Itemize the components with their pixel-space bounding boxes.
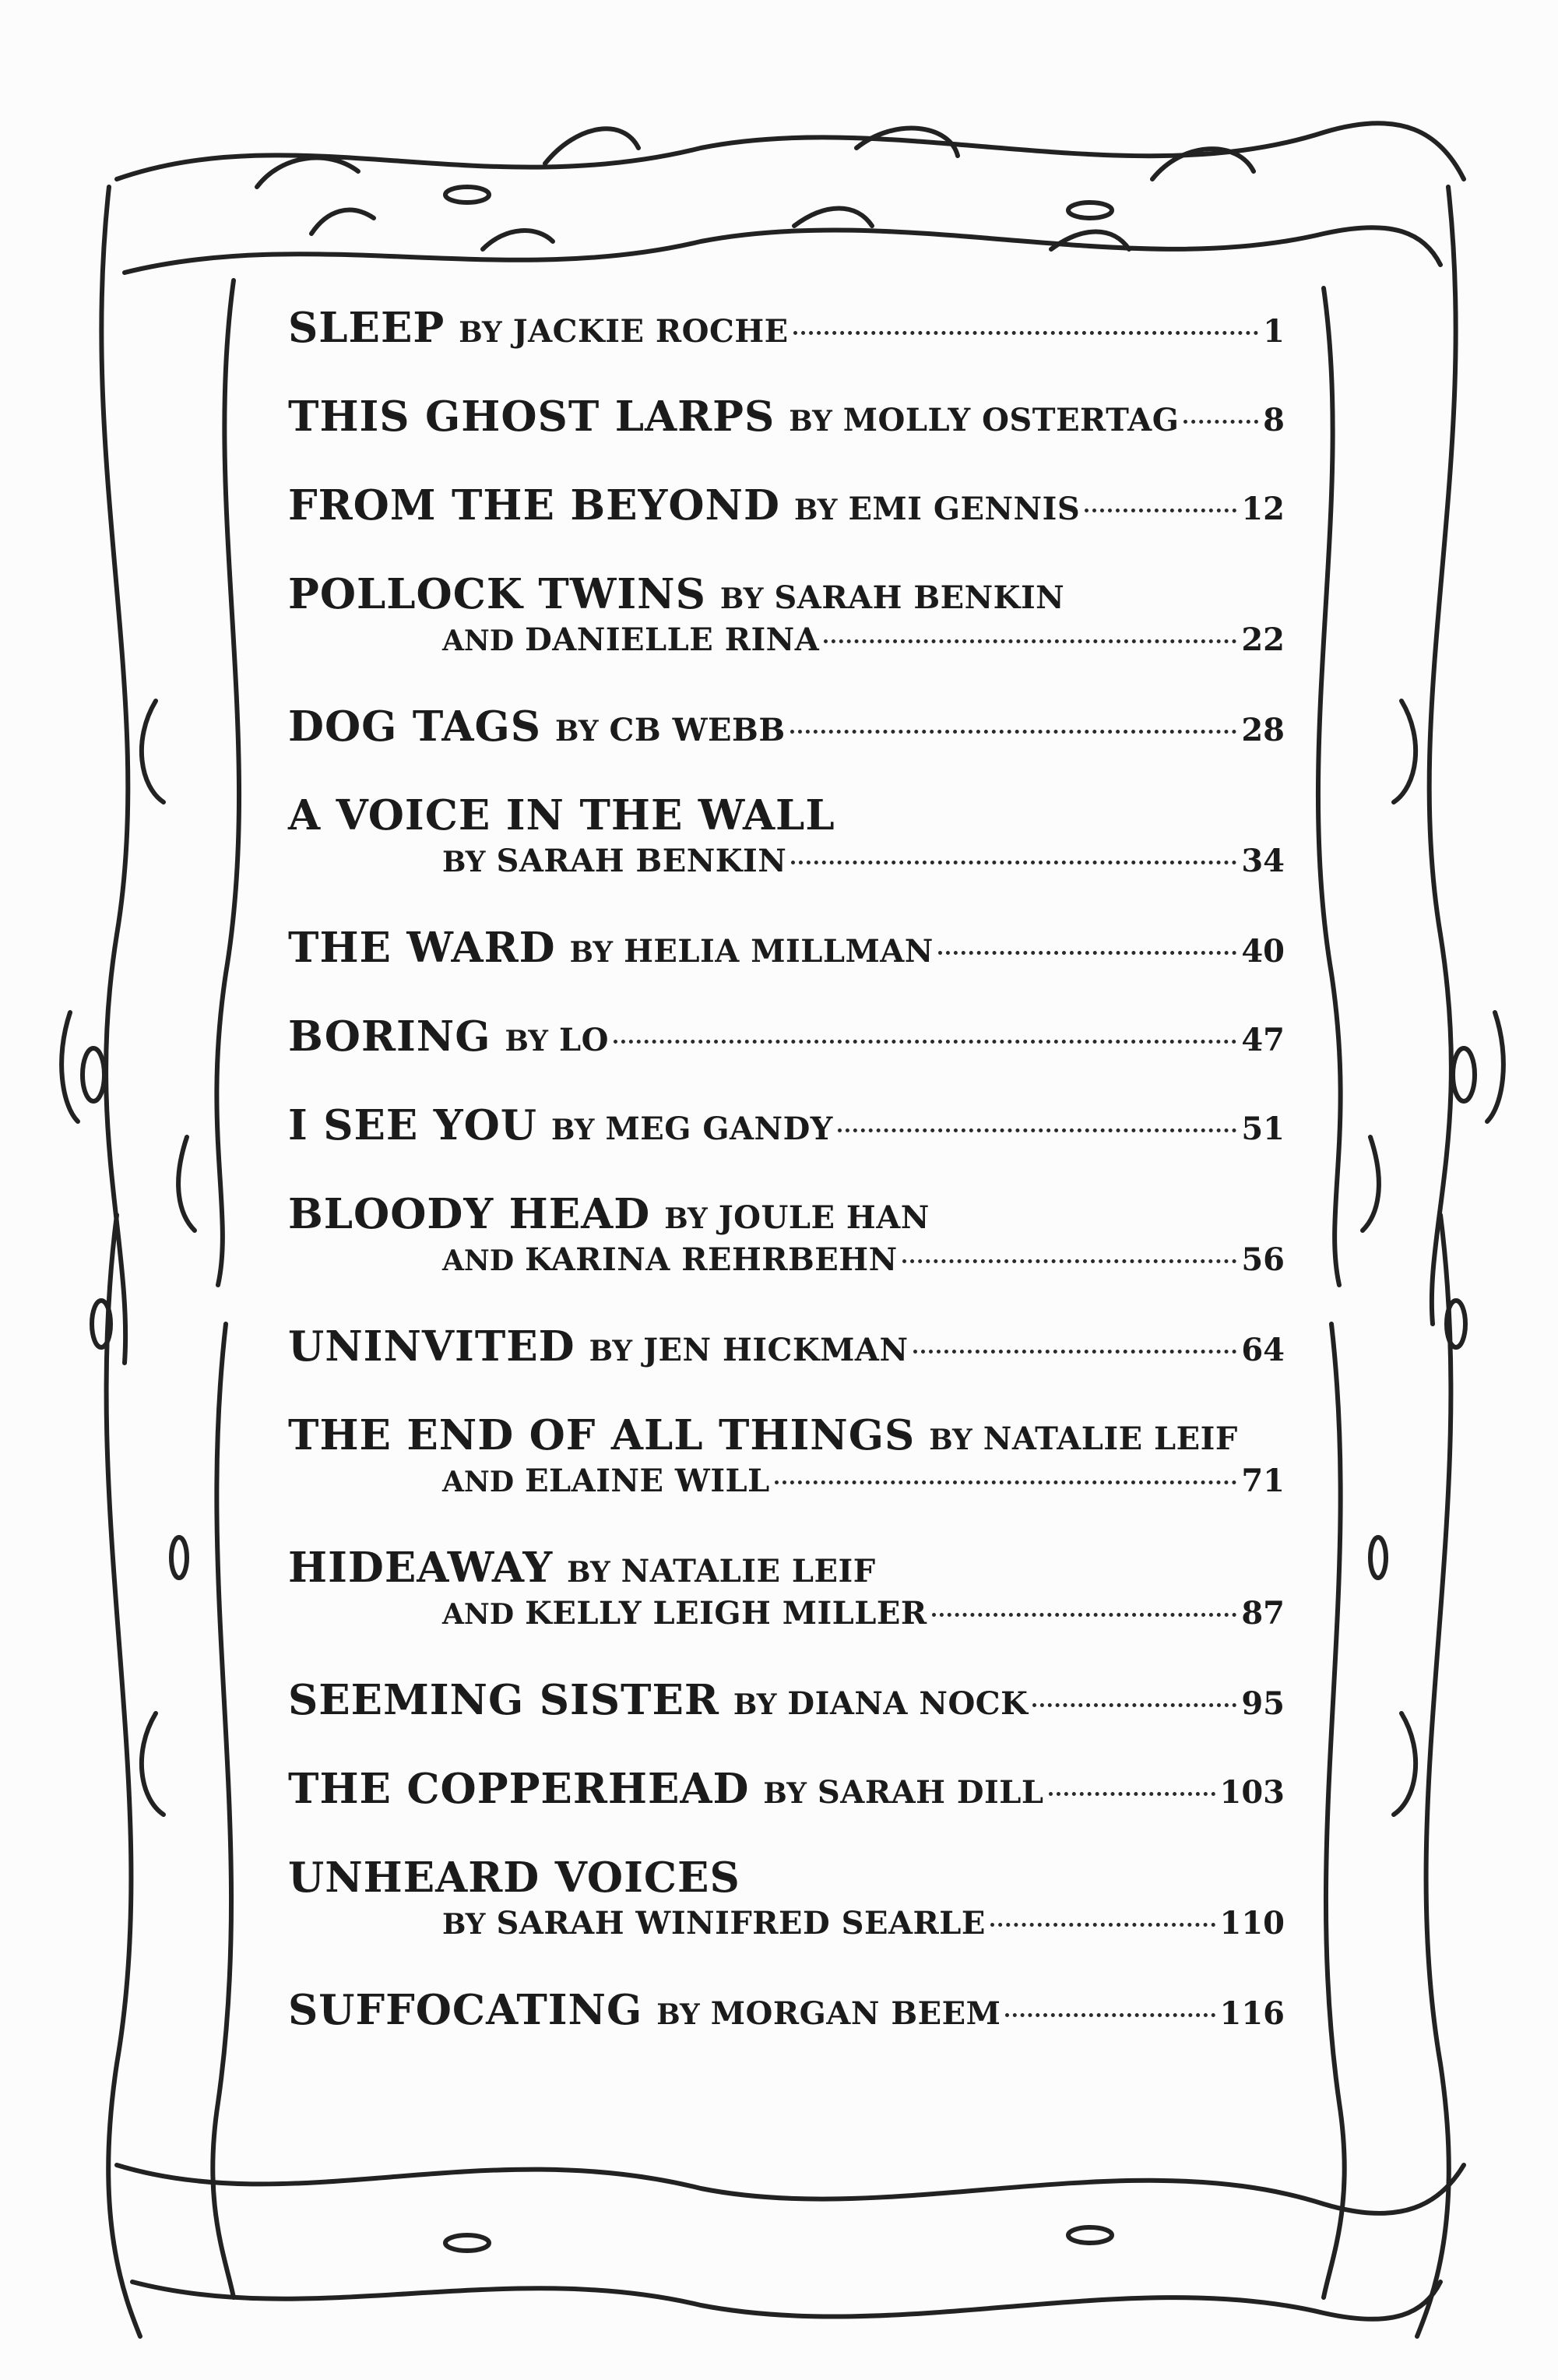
entry-author: MEG GANDY: [605, 1111, 833, 1147]
toc-line: [288, 843, 1285, 879]
by-label: BY: [789, 405, 832, 438]
toc-entry: [288, 1986, 1285, 2034]
toc-entry: [288, 791, 1285, 879]
toc-line: [288, 1544, 1285, 1592]
entry-title: HIDEAWAY: [288, 1544, 554, 1592]
by-label: BY: [763, 1777, 807, 1810]
toc-entry: [288, 1190, 1285, 1278]
entry-title: THIS GHOST LARPS: [288, 393, 775, 441]
toc-entry: [288, 1765, 1285, 1813]
entry-author: SARAH BENKIN: [774, 579, 1065, 616]
toc-entry: [288, 1676, 1285, 1724]
by-label: BY: [505, 1025, 548, 1058]
entry-author: KELLY LEIGH MILLER: [525, 1595, 927, 1632]
leader-dots: [902, 1259, 1237, 1263]
toc-line: [288, 1676, 1285, 1724]
page-number: 40: [1241, 933, 1285, 970]
entry-author: DANIELLE RINA: [525, 621, 820, 658]
page-number: 71: [1241, 1463, 1285, 1499]
toc-line: [288, 621, 1285, 658]
by-label: BY: [442, 846, 486, 878]
leader-dots: [824, 639, 1236, 643]
entry-title: UNINVITED: [288, 1322, 575, 1371]
entry-author: HELIA MILLMAN: [624, 933, 934, 970]
entry-author: JOULE HAN: [718, 1199, 930, 1236]
leader-dots: [938, 951, 1237, 955]
page-number: 28: [1241, 712, 1285, 748]
entry-title: THE END OF ALL THINGS: [288, 1411, 916, 1459]
entry-title: BORING: [288, 1012, 491, 1061]
page-number: 47: [1241, 1022, 1285, 1058]
leader-dots: [793, 331, 1259, 335]
entry-title: THE WARD: [288, 924, 556, 972]
toc-line: [288, 1012, 1285, 1061]
page-number: 34: [1241, 843, 1285, 879]
entry-title: SEEMING SISTER: [288, 1676, 719, 1724]
by-label: BY: [442, 1908, 486, 1941]
leader-dots: [614, 1040, 1236, 1044]
toc-entry: [288, 570, 1285, 658]
leader-dots: [790, 730, 1237, 734]
entry-title: DOG TAGS: [288, 702, 542, 751]
toc-line: [288, 1463, 1285, 1499]
page-number: 22: [1241, 621, 1285, 658]
entry-author: SARAH BENKIN: [496, 843, 787, 879]
entry-title: I SEE YOU: [288, 1101, 537, 1150]
page-number: 56: [1241, 1241, 1285, 1278]
entry-author: SARAH WINIFRED SEARLE: [496, 1905, 986, 1942]
toc-line: [288, 1905, 1285, 1942]
leader-dots: [775, 1480, 1237, 1484]
entry-author: NATALIE LEIF: [621, 1553, 876, 1590]
by-label: BY: [589, 1335, 633, 1368]
page-number: 1: [1263, 313, 1285, 350]
toc-line: [288, 1101, 1285, 1150]
toc-entry: [288, 702, 1285, 751]
page-number: 116: [1219, 1995, 1285, 2032]
toc-line: [288, 304, 1285, 352]
page-number: 103: [1219, 1774, 1285, 1811]
entry-author: JACKIE ROCHE: [512, 313, 789, 350]
toc-line: [288, 1322, 1285, 1371]
toc-entry: [288, 304, 1285, 352]
by-label: BY: [793, 494, 838, 526]
leader-dots: [913, 1350, 1237, 1354]
leader-dots: [791, 861, 1236, 864]
entry-author: SARAH DILL: [817, 1774, 1044, 1811]
toc-entry: [288, 1101, 1285, 1150]
leader-dots: [1032, 1703, 1236, 1707]
toc-entry: [288, 481, 1285, 530]
toc-line: [288, 481, 1285, 530]
toc-line: [288, 1854, 1285, 1902]
page-number: 87: [1241, 1595, 1285, 1632]
leader-dots: [932, 1613, 1237, 1617]
entry-title: SLEEP: [288, 304, 445, 352]
entry-author: KARINA REHRBEHN: [525, 1241, 898, 1278]
leader-dots: [1049, 1792, 1215, 1796]
leader-dots: [1085, 509, 1236, 512]
entry-author: LO: [559, 1022, 609, 1058]
and-label: AND: [442, 1245, 515, 1277]
and-label: AND: [442, 1598, 515, 1631]
by-label: BY: [656, 1998, 700, 2031]
leader-dots: [1005, 2013, 1215, 2017]
toc-entry: [288, 1854, 1285, 1942]
toc-line: [288, 1190, 1285, 1238]
toc-line: [288, 702, 1285, 751]
toc-line: [288, 791, 1285, 840]
by-label: BY: [567, 1556, 610, 1589]
by-label: BY: [555, 715, 599, 748]
and-label: AND: [442, 1466, 515, 1498]
entry-title: THE COPPERHEAD: [288, 1765, 750, 1813]
entry-author: DIANA NOCK: [787, 1685, 1029, 1722]
page-number: 51: [1241, 1111, 1285, 1147]
toc-line: [288, 1986, 1285, 2034]
by-label: BY: [551, 1114, 595, 1146]
toc-line: [288, 1765, 1285, 1813]
entry-title: SUFFOCATING: [288, 1986, 643, 2034]
entry-title: FROM THE BEYOND: [288, 481, 780, 530]
by-label: BY: [664, 1202, 708, 1235]
entry-title: UNHEARD VOICES: [288, 1854, 740, 1902]
toc-line: [288, 1241, 1285, 1278]
leader-dots: [838, 1128, 1236, 1132]
entry-author: JEN HICKMAN: [643, 1332, 909, 1368]
and-label: AND: [442, 625, 515, 657]
toc-line: [288, 1595, 1285, 1632]
entry-title: POLLOCK TWINS: [288, 570, 706, 618]
page-number: 8: [1263, 402, 1285, 438]
toc-entry: [288, 1012, 1285, 1061]
by-label: BY: [733, 1688, 777, 1721]
toc-line: [288, 1411, 1285, 1459]
toc-entry: [288, 1544, 1285, 1632]
leader-dots: [990, 1923, 1215, 1927]
toc-line: [288, 570, 1285, 618]
leader-dots: [1183, 420, 1258, 424]
entry-author: NATALIE LEIF: [983, 1421, 1238, 1457]
by-label: BY: [569, 936, 614, 969]
entry-title: A VOICE IN THE WALL: [288, 791, 835, 840]
page-number: 64: [1241, 1332, 1285, 1368]
entry-author: ELAINE WILL: [525, 1463, 770, 1499]
by-label: BY: [929, 1424, 972, 1456]
entry-title: BLOODY HEAD: [288, 1190, 651, 1238]
page-number: 110: [1219, 1905, 1285, 1942]
page-number: 12: [1241, 491, 1285, 527]
toc-entry: [288, 393, 1285, 441]
toc-entry: [288, 924, 1285, 972]
toc-line: [288, 924, 1285, 972]
entry-author: MOLLY OSTERTAG: [842, 402, 1180, 438]
entry-author: CB WEBB: [609, 712, 786, 748]
entry-author: EMI GENNIS: [848, 491, 1081, 527]
by-label: BY: [459, 316, 502, 349]
by-label: BY: [719, 583, 764, 615]
page-number: 95: [1241, 1685, 1285, 1722]
toc-entry: [288, 1322, 1285, 1371]
toc-entry: [288, 1411, 1285, 1499]
entry-author: MORGAN BEEM: [710, 1995, 1001, 2032]
toc-line: [288, 393, 1285, 441]
